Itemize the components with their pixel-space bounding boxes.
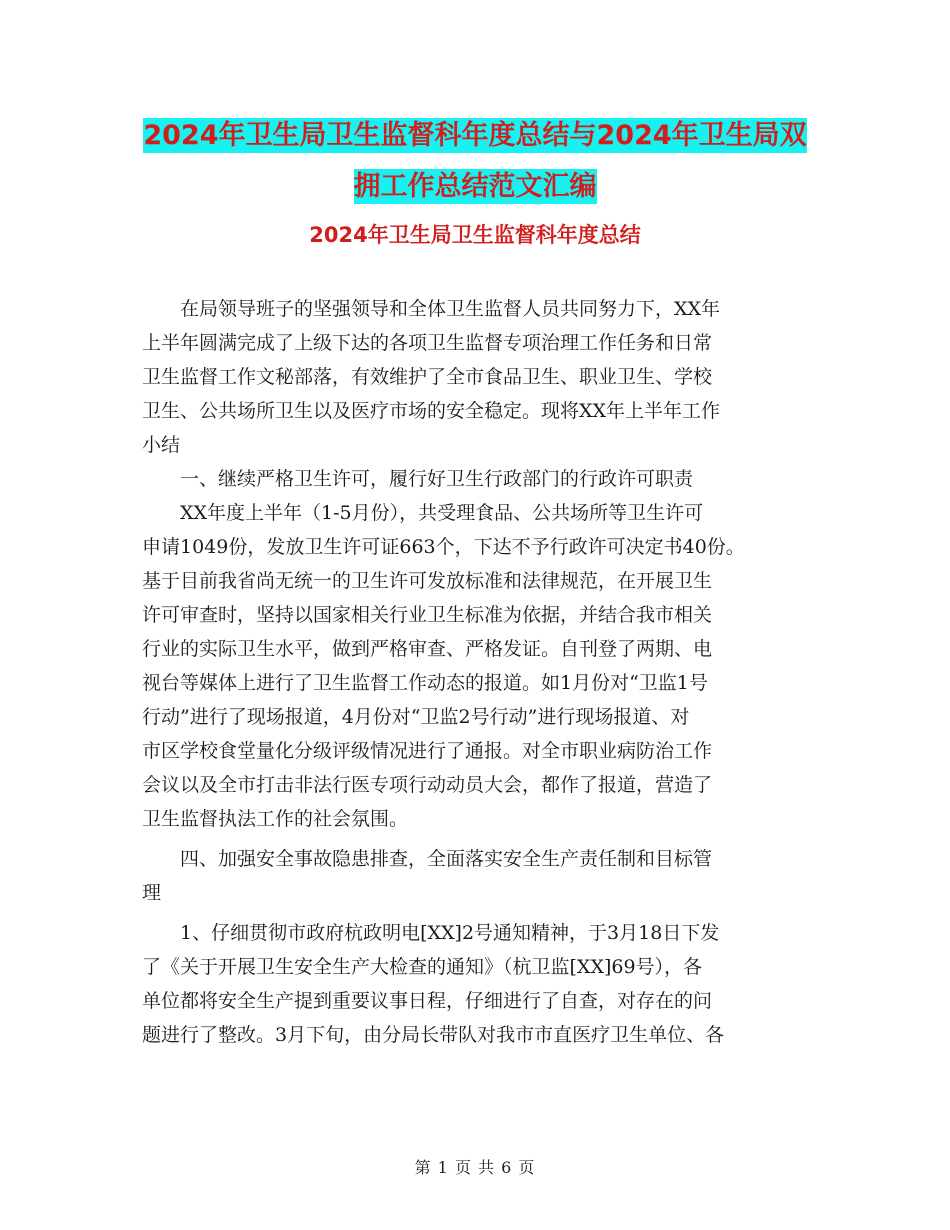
body-line: 基于目前我省尚无统一的卫生许可发放标准和法律规范，在开展卫生 [142, 570, 713, 592]
document-title-line-2: 拥工作总结范文汇编 [353, 171, 597, 202]
body-line: 卫生监督执法工作的社会氛围。 [142, 808, 409, 830]
heading-line: 理 [142, 882, 162, 904]
body-line: 了《关于开展卫生安全生产大检查的通知》（杭卫监[XX]69号），各 [142, 956, 703, 978]
body-line: XX年度上半年（1-5月份），共受理食品、公共场所等卫生许可 [142, 502, 704, 524]
body-line: 申请1049份，发放卫生许可证663个，下达不予行政许可决定书40份。 [142, 536, 745, 558]
body-line: 视台等媒体上进行了卫生监督工作动态的报道。如1月份对“卫监1号 [142, 672, 708, 694]
document-title-line-1: 2024年卫生局卫生监督科年度总结与2024年卫生局双 [143, 120, 807, 151]
heading-line: 四、加强安全事故隐患排查，全面落实安全生产责任制和目标管 [142, 848, 713, 870]
body-line: 题进行了整改。3月下旬，由分局长带队对我市市直医疗卫生单位、各 [142, 1024, 725, 1046]
body-line: 许可审查时，坚持以国家相关行业卫生标准为依据，并结合我市相关 [142, 604, 713, 626]
heading-line: 一、继续严格卫生许可，履行好卫生行政部门的行政许可职责 [142, 468, 694, 490]
body-line: 市区学校食堂量化分级评级情况进行了通报。对全市职业病防治工作 [142, 740, 713, 762]
body-line: 上半年圆满完成了上级下达的各项卫生监督专项治理工作任务和日常 [142, 332, 713, 354]
body-line: 单位都将安全生产提到重要议事日程，仔细进行了自查，对存在的问 [142, 990, 713, 1012]
body-text [142, 292, 810, 1052]
body-line: 卫生、公共场所卫生以及医疗市场的安全稳定。现将XX年上半年工作 [142, 400, 721, 422]
body-line: 行动”进行了现场报道，4月份对“卫监2号行动”进行现场报道、对 [142, 706, 690, 728]
body-line: 在局领导班子的坚强领导和全体卫生监督人员共同努力下，XX年 [142, 298, 721, 320]
body-line: 卫生监督工作文秘部落，有效维护了全市食品卫生、职业卫生、学校 [142, 366, 713, 388]
body-line: 小结 [142, 434, 181, 456]
body-line: 会议以及全市打击非法行医专项行动动员大会，都作了报道，营造了 [142, 774, 713, 796]
page-footer: 第 1 页 共 6 页 [414, 1158, 536, 1177]
document-title [140, 110, 810, 212]
body-line: 行业的实际卫生水平，做到严格审查、严格发证。自刊登了两期、电 [142, 638, 713, 660]
section-title: 2024年卫生局卫生监督科年度总结 [309, 223, 641, 247]
body-line: 1、仔细贯彻市政府杭政明电[XX]2号通知精神，于3月18日下发 [142, 922, 720, 944]
